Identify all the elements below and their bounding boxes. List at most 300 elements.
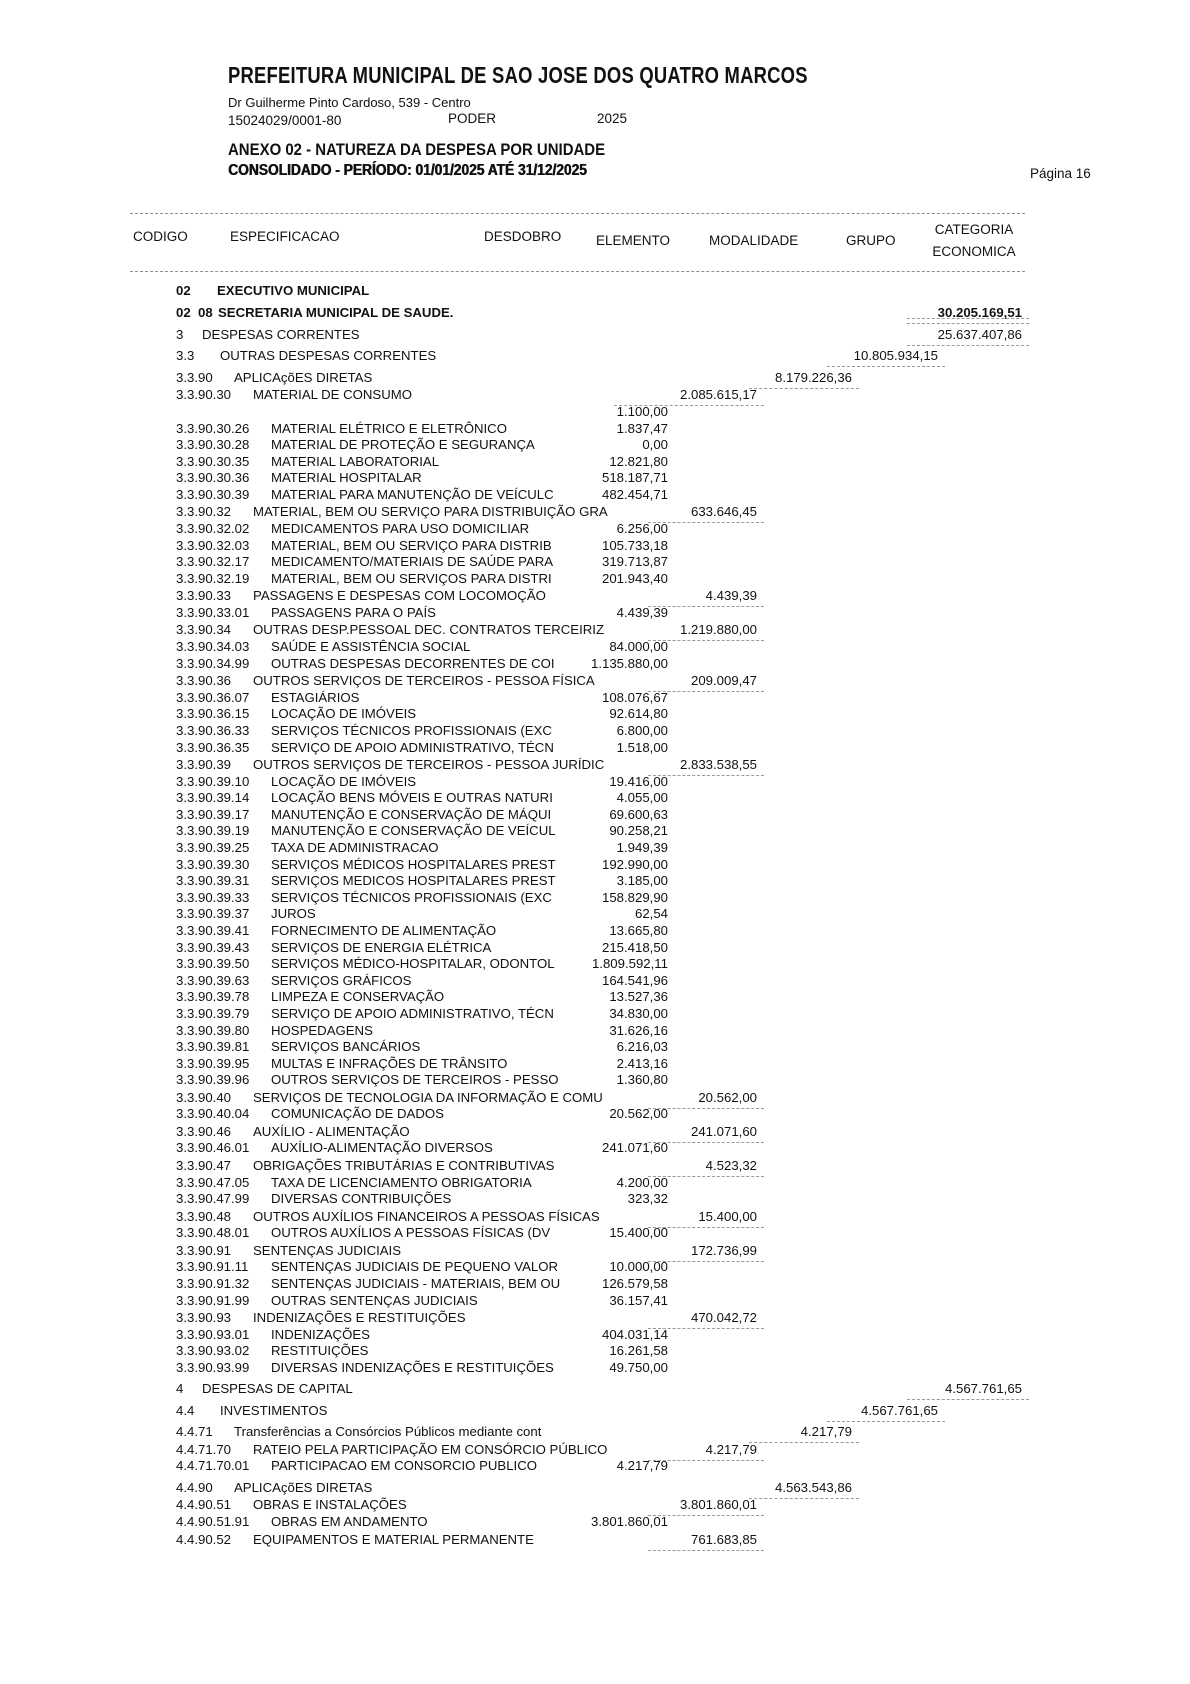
row-value: 6.216,03 — [616, 1039, 668, 1055]
table-row — [130, 621, 1025, 639]
row-specification: HOSPEDAGENS — [271, 1022, 373, 1038]
row-code: 3.3.90.32.19 — [176, 570, 250, 586]
row-value: 1.518,00 — [616, 739, 668, 755]
row-specification: EQUIPAMENTOS E MATERIAL PERMANENTE — [253, 1531, 534, 1547]
row-specification: OUTRAS DESP.PESSOAL DEC. CONTRATOS TERCEIRIZ — [253, 622, 605, 638]
row-code: 4.4.90.51.91 — [176, 1514, 250, 1529]
row-value: 0,00 — [642, 437, 668, 453]
row-value: 90.258,21 — [609, 823, 668, 839]
table-row — [130, 1458, 1025, 1475]
row-specification: Transferências a Consórcios Públicos mediante cont — [234, 1424, 542, 1440]
row-specification: MATERIAL, BEM OU SERVIÇO PARA DISTRIB — [271, 537, 552, 553]
table-row — [130, 1343, 1025, 1360]
table-row — [130, 972, 1025, 989]
row-specification: INDENIZAÇÕES E RESTITUIÇÕES — [253, 1310, 466, 1326]
row-value: 164.541,96 — [601, 972, 668, 988]
divider-header-bottom — [130, 271, 1025, 272]
row-value: 20.562,00 — [609, 1106, 668, 1122]
row-code: 3.3.90.39.10 — [176, 773, 250, 789]
table-row — [130, 604, 1025, 621]
table-row — [130, 1191, 1025, 1208]
row-value: 3.801.860,01 — [679, 1497, 757, 1513]
row-code: 3.3.90.34.03 — [176, 639, 250, 655]
col-header-categoria-line2: ECONOMICA — [932, 244, 1016, 259]
row-value: 13.527,36 — [609, 989, 668, 1005]
row-specification: OBRAS EM ANDAMENTO — [271, 1514, 428, 1529]
table-row — [130, 1419, 1025, 1441]
row-code: 3.3 — [176, 348, 195, 363]
row-code: 3.3.90.39.43 — [176, 939, 250, 955]
row-specification: OUTROS SERVIÇOS DE TERCEIROS - PESSOA FÍSICA — [253, 673, 595, 689]
row-code: 3.3.90.39.19 — [176, 823, 250, 839]
row-code2: 08 — [198, 305, 213, 320]
table-row — [130, 1072, 1025, 1089]
table-row — [130, 1106, 1025, 1123]
row-specification: SERVIÇOS TÉCNICOS PROFISSIONAIS (EXC — [271, 889, 552, 905]
row-code: 3.3.90.39.80 — [176, 1022, 250, 1038]
row-value: 4.567.761,65 — [944, 1381, 1022, 1397]
row-specification: SENTENÇAS JUDICIAIS - MATERIAIS, BEM OU — [271, 1275, 561, 1291]
row-value: 6.800,00 — [616, 722, 668, 738]
row-code: 3.3.90.39.81 — [176, 1039, 250, 1055]
row-code: 3.3.90.33.01 — [176, 604, 250, 620]
row-value: 4.523,32 — [705, 1157, 757, 1173]
row-value: 633.646,45 — [690, 504, 757, 520]
row-specification: TAXA DE ADMINISTRACAO — [271, 839, 439, 855]
row-code: 3.3.90 — [176, 369, 213, 385]
row-specification: MATERIAL, BEM OU SERVIÇOS PARA DISTRI — [271, 570, 552, 586]
exercise-year: 2025 — [597, 111, 628, 126]
row-specification: OBRIGAÇÕES TRIBUTÁRIAS E CONTRIBUTIVAS — [253, 1157, 555, 1173]
row-code: 3.3.90.32.03 — [176, 537, 250, 553]
table-row — [130, 1207, 1025, 1225]
row-specification: DIVERSAS INDENIZAÇÕES E RESTITUIÇÕES — [271, 1359, 554, 1375]
row-code: 3.3.90.32 — [176, 504, 231, 520]
row-code: 3.3.90.32.02 — [176, 521, 250, 537]
row-value: 10.000,00 — [609, 1259, 668, 1275]
row-value: 126.579,58 — [601, 1275, 668, 1291]
row-code: 3.3.90.39.30 — [176, 856, 250, 872]
table-row — [130, 1530, 1025, 1548]
row-specification: MATERIAL DE PROTEÇÃO E SEGURANÇA — [271, 437, 535, 453]
table-row — [130, 773, 1025, 790]
row-value: 13.665,80 — [609, 922, 668, 938]
row-code: 3.3.90.46.01 — [176, 1140, 250, 1156]
row-code: 3.3.90.34.99 — [176, 655, 250, 671]
row-value: 158.829,90 — [601, 889, 668, 905]
row-value: 4.563.543,86 — [774, 1479, 852, 1495]
col-header-modalidade: MODALIDADE — [709, 233, 799, 248]
row-specification: MANUTENÇÃO E CONSERVAÇÃO DE MÁQUI — [271, 806, 552, 822]
row-value: 62,54 — [634, 906, 668, 922]
row-specification: LIMPEZA E CONSERVAÇÃO — [271, 989, 445, 1005]
row-specification: SERVIÇOS DE ENERGIA ELÉTRICA — [271, 939, 492, 955]
row-code: 3.3.90.39.95 — [176, 1055, 250, 1071]
row-code: 4 — [176, 1381, 184, 1397]
row-specification: LOCAÇÃO DE IMÓVEIS — [271, 773, 417, 789]
table-row — [130, 1309, 1025, 1327]
row-code: 4.4.90.51 — [176, 1497, 231, 1513]
table-row — [130, 1055, 1025, 1072]
row-specification: SAÚDE E ASSISTÊNCIA SOCIAL — [271, 639, 471, 655]
table-row — [130, 889, 1025, 906]
row-value: 1.837,47 — [616, 420, 668, 436]
row-specification: SERVIÇOS MÉDICOS HOSPITALARES PREST — [271, 856, 556, 872]
row-specification: JUROS — [271, 906, 316, 922]
row-value: 20.562,00 — [698, 1089, 757, 1105]
row-specification: MATERIAL DE CONSUMO — [253, 387, 412, 402]
table-row — [130, 503, 1025, 521]
row-value: 201.943,40 — [601, 570, 668, 586]
row-code: 3.3.90.39.79 — [176, 1005, 250, 1021]
table-row — [130, 403, 1025, 420]
table-row — [130, 790, 1025, 807]
row-value: 323,32 — [627, 1191, 668, 1207]
row-code: 3.3.90.30.36 — [176, 470, 250, 486]
row-code: 4.4.90.52 — [176, 1531, 231, 1547]
row-value: 241.071,60 — [601, 1140, 668, 1156]
row-code: 3.3.90.93.02 — [176, 1343, 250, 1359]
row-value: 4.567.761,65 — [860, 1402, 938, 1418]
row-specification: LOCAÇÃO DE IMÓVEIS — [271, 706, 417, 722]
row-specification: DIVERSAS CONTRIBUIÇÕES — [271, 1191, 452, 1207]
row-specification: OUTRAS DESPESAS DECORRENTES DE COI — [271, 655, 555, 671]
row-specification: MATERIAL ELÉTRICO E ELETRÔNICO — [271, 420, 507, 436]
row-value: 12.821,80 — [609, 453, 668, 469]
row-value: 172.736,99 — [690, 1242, 757, 1258]
row-specification: EXECUTIVO MUNICIPAL — [217, 283, 370, 298]
row-code: 3.3.90.30.39 — [176, 486, 250, 502]
row-value: 4.217,79 — [616, 1458, 668, 1474]
row-code: 3.3.90.47.99 — [176, 1191, 250, 1207]
row-value: 16.261,58 — [609, 1343, 668, 1359]
row-code: 3.3.90.48 — [176, 1208, 231, 1224]
table-row — [130, 470, 1025, 487]
expense-table-body — [130, 277, 1025, 1548]
table-row — [130, 1156, 1025, 1174]
table-row — [130, 956, 1025, 973]
row-value: 34.830,00 — [609, 1005, 668, 1021]
divider-top — [130, 213, 1025, 214]
col-header-categoria — [922, 219, 1026, 263]
row-code: 3.3.90.36 — [176, 673, 231, 689]
row-code: 3.3.90.47 — [176, 1157, 231, 1173]
table-row — [130, 1326, 1025, 1343]
row-specification: SENTENÇAS JUDICIAIS DE PEQUENO VALOR — [271, 1259, 559, 1275]
row-code: 3.3.90.39.14 — [176, 790, 250, 806]
table-row — [130, 1513, 1025, 1530]
table-row — [130, 437, 1025, 454]
table-row — [130, 823, 1025, 840]
row-code: 4.4 — [176, 1402, 195, 1418]
table-row — [130, 321, 1025, 343]
row-code: 3.3.90.36.07 — [176, 689, 250, 705]
row-specification: MULTAS E INFRAÇÕES DE TRÂNSITO — [271, 1055, 508, 1071]
row-value: 69.600,63 — [609, 806, 668, 822]
row-specification: PASSAGENS PARA O PAÍS — [271, 604, 436, 620]
row-specification: PASSAGENS E DESPESAS COM LOCOMOÇÃO — [253, 588, 546, 604]
table-row — [130, 1241, 1025, 1259]
table-row — [130, 570, 1025, 587]
row-value: 209.009,47 — [690, 673, 757, 689]
table-row — [130, 806, 1025, 823]
table-row — [130, 873, 1025, 890]
row-code: 3.3.90.30.26 — [176, 420, 250, 436]
row-value: 2.085.615,17 — [679, 387, 757, 402]
row-specification: AUXÍLIO - ALIMENTAÇÃO — [253, 1123, 410, 1139]
row-code: 3.3.90.91.32 — [176, 1275, 250, 1291]
row-value: 761.683,85 — [690, 1531, 757, 1547]
table-row — [130, 1088, 1025, 1106]
row-value: 215.418,50 — [601, 939, 668, 955]
row-specification: SERVIÇO DE APOIO ADMINISTRATIVO, TÉCN — [271, 1005, 554, 1021]
table-row — [130, 1022, 1025, 1039]
row-code: 3.3.90.39.25 — [176, 839, 250, 855]
row-code: 3.3.90.30.35 — [176, 453, 250, 469]
row-code: 02 — [176, 283, 191, 298]
col-header-especificacao: ESPECIFICACAO — [230, 229, 340, 244]
row-code: 3.3.90.40 — [176, 1089, 231, 1105]
table-row — [130, 906, 1025, 923]
row-value: 1.135.880,00 — [590, 655, 668, 671]
row-value: 4.439,39 — [705, 588, 757, 604]
row-value: 470.042,72 — [690, 1310, 757, 1326]
period-title: CONSOLIDADO - PERÍODO: 01/01/2025 ATÉ 31/12/2025 — [228, 162, 587, 179]
col-header-grupo: GRUPO — [846, 233, 896, 248]
table-row — [130, 1292, 1025, 1309]
row-value: 19.416,00 — [609, 773, 668, 789]
row-value: 192.990,00 — [601, 856, 668, 872]
anexo-title: ANEXO 02 - NATUREZA DA DESPESA POR UNIDADE — [228, 140, 606, 159]
table-row — [130, 364, 1025, 386]
table-row — [130, 689, 1025, 706]
row-value: 25.637.407,86 — [937, 326, 1022, 342]
row-specification: RATEIO PELA PARTICIPAÇÃO EM CONSÓRCIO PÚBLICO — [253, 1441, 608, 1457]
org-address: Dr Guilherme Pinto Cardoso, 539 - Centro — [228, 95, 471, 110]
table-row — [130, 537, 1025, 554]
table-row — [130, 739, 1025, 756]
row-value: 2.413,16 — [616, 1055, 668, 1071]
row-specification: INVESTIMENTOS — [220, 1402, 328, 1418]
row-value: 1.219.880,00 — [679, 622, 757, 638]
row-specification: MATERIAL PARA MANUTENÇÃO DE VEÍCULC — [271, 486, 554, 502]
row-code: 3.3.90.39.50 — [176, 956, 250, 972]
row-value: 10.805.934,15 — [853, 348, 938, 363]
row-code: 4.4.71 — [176, 1424, 213, 1440]
row-value: 105.733,18 — [601, 537, 668, 553]
row-value: 404.031,14 — [601, 1326, 668, 1342]
row-code: 3.3.90.39.37 — [176, 906, 250, 922]
col-header-codigo: CODIGO — [133, 229, 188, 244]
row-code: 3.3.90.48.01 — [176, 1225, 250, 1241]
row-code: 3.3.90.39 — [176, 757, 231, 772]
row-code: 3.3.90.91.99 — [176, 1292, 250, 1308]
row-specification: OUTROS SERVIÇOS DE TERCEIROS - PESSO — [271, 1072, 559, 1088]
col-header-categoria-line1: CATEGORIA — [934, 222, 1014, 237]
table-row — [130, 1140, 1025, 1157]
table-row — [130, 922, 1025, 939]
row-value: 319.713,87 — [601, 554, 668, 570]
row-specification: SENTENÇAS JUDICIAIS — [253, 1242, 402, 1258]
table-row — [130, 1039, 1025, 1056]
row-value: 8.179.226,36 — [774, 369, 852, 385]
table-row — [130, 1005, 1025, 1022]
table-row — [130, 939, 1025, 956]
table-row — [130, 1225, 1025, 1242]
table-row — [130, 1174, 1025, 1191]
row-value: 1.360,80 — [616, 1072, 668, 1088]
row-value: 1.100,00 — [616, 404, 668, 419]
row-code: 4.4.71.70 — [176, 1441, 231, 1457]
row-value: 36.157,41 — [609, 1292, 668, 1308]
row-code: 3.3.90.93 — [176, 1310, 231, 1326]
row-value: 2.833.538,55 — [679, 757, 757, 772]
page-number: Página 16 — [1030, 166, 1091, 181]
row-specification: OUTRAS DESPESAS CORRENTES — [220, 348, 437, 363]
row-specification: SERVIÇOS MEDICOS HOSPITALARES PREST — [271, 873, 556, 889]
table-row — [130, 420, 1025, 437]
row-specification: RESTITUIÇÕES — [271, 1343, 369, 1359]
row-value: 49.750,00 — [609, 1359, 668, 1375]
row-code: 3.3.90.93.01 — [176, 1326, 250, 1342]
table-row — [130, 299, 1025, 321]
row-code: 3.3.90.39.17 — [176, 806, 250, 822]
row-specification: PARTICIPACAO EM CONSORCIO PUBLICO — [271, 1458, 537, 1474]
row-code: 3.3.90.30.28 — [176, 437, 250, 453]
col-header-elemento: ELEMENTO — [596, 233, 671, 248]
row-specification: COMUNICAÇÃO DE DADOS — [271, 1106, 444, 1122]
row-value: 3.185,00 — [616, 873, 668, 889]
row-value: 84.000,00 — [609, 639, 668, 655]
row-specification: LOCAÇÃO BENS MÓVEIS E OUTRAS NATURI — [271, 790, 553, 806]
col-header-desdobro: DESDOBRO — [484, 229, 562, 244]
row-specification: SERVIÇO DE APOIO ADMINISTRATIVO, TÉCN — [271, 739, 554, 755]
row-code: 3.3.90.39.33 — [176, 889, 250, 905]
org-title: PREFEITURA MUNICIPAL DE SAO JOSE DOS QUATRO MARCOS — [228, 62, 808, 88]
row-specification: MANUTENÇÃO E CONSERVAÇÃO DE VEÍCUL — [271, 823, 556, 839]
row-code: 3.3.90.34 — [176, 622, 231, 638]
table-row — [130, 722, 1025, 739]
row-code: 02 — [176, 305, 191, 320]
row-specification: AUXÍLIO-ALIMENTAÇÃO DIVERSOS — [271, 1140, 493, 1156]
table-row — [130, 1259, 1025, 1276]
row-code: 3.3.90.40.04 — [176, 1106, 250, 1122]
row-code: 3.3.90.91 — [176, 1242, 231, 1258]
row-specification: SERVIÇOS MÉDICO-HOSPITALAR, ODONTOL — [271, 956, 555, 972]
row-specification: TAXA DE LICENCIAMENTO OBRIGATORIA — [271, 1174, 532, 1190]
row-code: 3.3.90.39.63 — [176, 972, 250, 988]
row-specification: MATERIAL LABORATORIAL — [271, 453, 440, 469]
table-row — [130, 1496, 1025, 1514]
row-value: 30.205.169,51 — [937, 305, 1022, 320]
row-value: 4.055,00 — [616, 790, 668, 806]
row-specification: OUTROS SERVIÇOS DE TERCEIROS - PESSOA JURÍDIC — [253, 757, 605, 772]
table-row — [130, 520, 1025, 537]
row-value: 1.809.592,11 — [591, 956, 668, 972]
row-value: 92.614,80 — [609, 706, 668, 722]
row-specification: DESPESAS DE CAPITAL — [202, 1381, 353, 1397]
row-code: 3.3.90.91.11 — [176, 1259, 249, 1275]
row-value: 3.801.860,01 — [590, 1514, 668, 1529]
row-value: 15.400,00 — [698, 1208, 757, 1224]
table-row — [130, 672, 1025, 690]
table-row — [130, 277, 1025, 299]
row-specification: SECRETARIA MUNICIPAL DE SAUDE. — [218, 305, 454, 320]
row-value: 6.256,00 — [616, 521, 668, 537]
table-row — [130, 655, 1025, 672]
row-code: 3.3.90.93.99 — [176, 1359, 250, 1375]
row-code: 3.3.90.39.31 — [176, 873, 250, 889]
row-value: 4.439,39 — [616, 604, 668, 620]
row-specification: ESTAGIÁRIOS — [271, 689, 360, 705]
org-registration: 15024029/0001-80 — [228, 113, 342, 128]
table-row — [130, 706, 1025, 723]
row-value: 31.626,16 — [609, 1022, 668, 1038]
table-row — [130, 1275, 1025, 1292]
row-specification: APLICAçõES DIRETAS — [234, 1479, 373, 1495]
row-specification: SERVIÇOS BANCÁRIOS — [271, 1039, 421, 1055]
row-code: 3.3.90.36.15 — [176, 706, 250, 722]
row-code: 3.3.90.33 — [176, 588, 231, 604]
table-row — [130, 989, 1025, 1006]
row-specification: MATERIAL, BEM OU SERVIÇO PARA DISTRIBUIÇÃO GRA — [253, 504, 608, 520]
table-row — [130, 638, 1025, 655]
table-row — [130, 1122, 1025, 1140]
row-specification: OUTRAS SENTENÇAS JUDICIAIS — [271, 1292, 478, 1308]
row-code: 3.3.90.36.35 — [176, 739, 250, 755]
poder-label: PODER — [448, 111, 497, 126]
table-row — [130, 1440, 1025, 1458]
row-value: 518.187,71 — [601, 470, 668, 486]
row-specification: SERVIÇOS TÉCNICOS PROFISSIONAIS (EXC — [271, 722, 552, 738]
row-value: 4.217,79 — [705, 1441, 757, 1457]
row-specification: APLICAçõES DIRETAS — [234, 369, 373, 385]
row-code: 3.3.90.32.17 — [176, 554, 250, 570]
row-code: 4.4.71.70.01 — [176, 1458, 250, 1474]
table-row — [130, 1397, 1025, 1419]
row-value: 1.949,39 — [616, 839, 668, 855]
table-row — [130, 343, 1025, 365]
table-row — [130, 839, 1025, 856]
table-row — [130, 1474, 1025, 1496]
table-row — [130, 1376, 1025, 1398]
row-specification: OUTROS AUXÍLIOS FINANCEIROS A PESSOAS FÍSICAS — [253, 1208, 600, 1224]
table-row — [130, 486, 1025, 503]
row-specification: FORNECIMENTO DE ALIMENTAÇÃO — [271, 922, 497, 938]
row-specification: DESPESAS CORRENTES — [202, 326, 360, 342]
row-code: 3 — [176, 326, 184, 342]
row-value: 4.217,79 — [800, 1424, 852, 1440]
table-row — [130, 756, 1025, 774]
row-specification: OBRAS E INSTALAÇÕES — [253, 1497, 407, 1513]
row-specification: SERVIÇOS DE TECNOLOGIA DA INFORMAÇÃO E COMU — [253, 1089, 603, 1105]
row-value-underline — [648, 1550, 764, 1551]
row-specification: SERVIÇOS GRÁFICOS — [271, 972, 412, 988]
row-code: 3.3.90.46 — [176, 1123, 231, 1139]
row-specification: INDENIZAÇÕES — [271, 1326, 370, 1342]
table-row — [130, 1359, 1025, 1376]
table-row — [130, 453, 1025, 470]
row-value: 482.454,71 — [601, 486, 668, 502]
row-code: 3.3.90.47.05 — [176, 1174, 250, 1190]
row-specification: MEDICAMENTO/MATERIAIS DE SAÚDE PARA — [271, 554, 554, 570]
row-code: 3.3.90.30 — [176, 387, 231, 402]
row-code: 4.4.90 — [176, 1479, 213, 1495]
table-row — [130, 587, 1025, 605]
table-row — [130, 554, 1025, 571]
row-specification: MEDICAMENTOS PARA USO DOMICILIAR — [271, 521, 530, 537]
row-code: 3.3.90.36.33 — [176, 722, 250, 738]
